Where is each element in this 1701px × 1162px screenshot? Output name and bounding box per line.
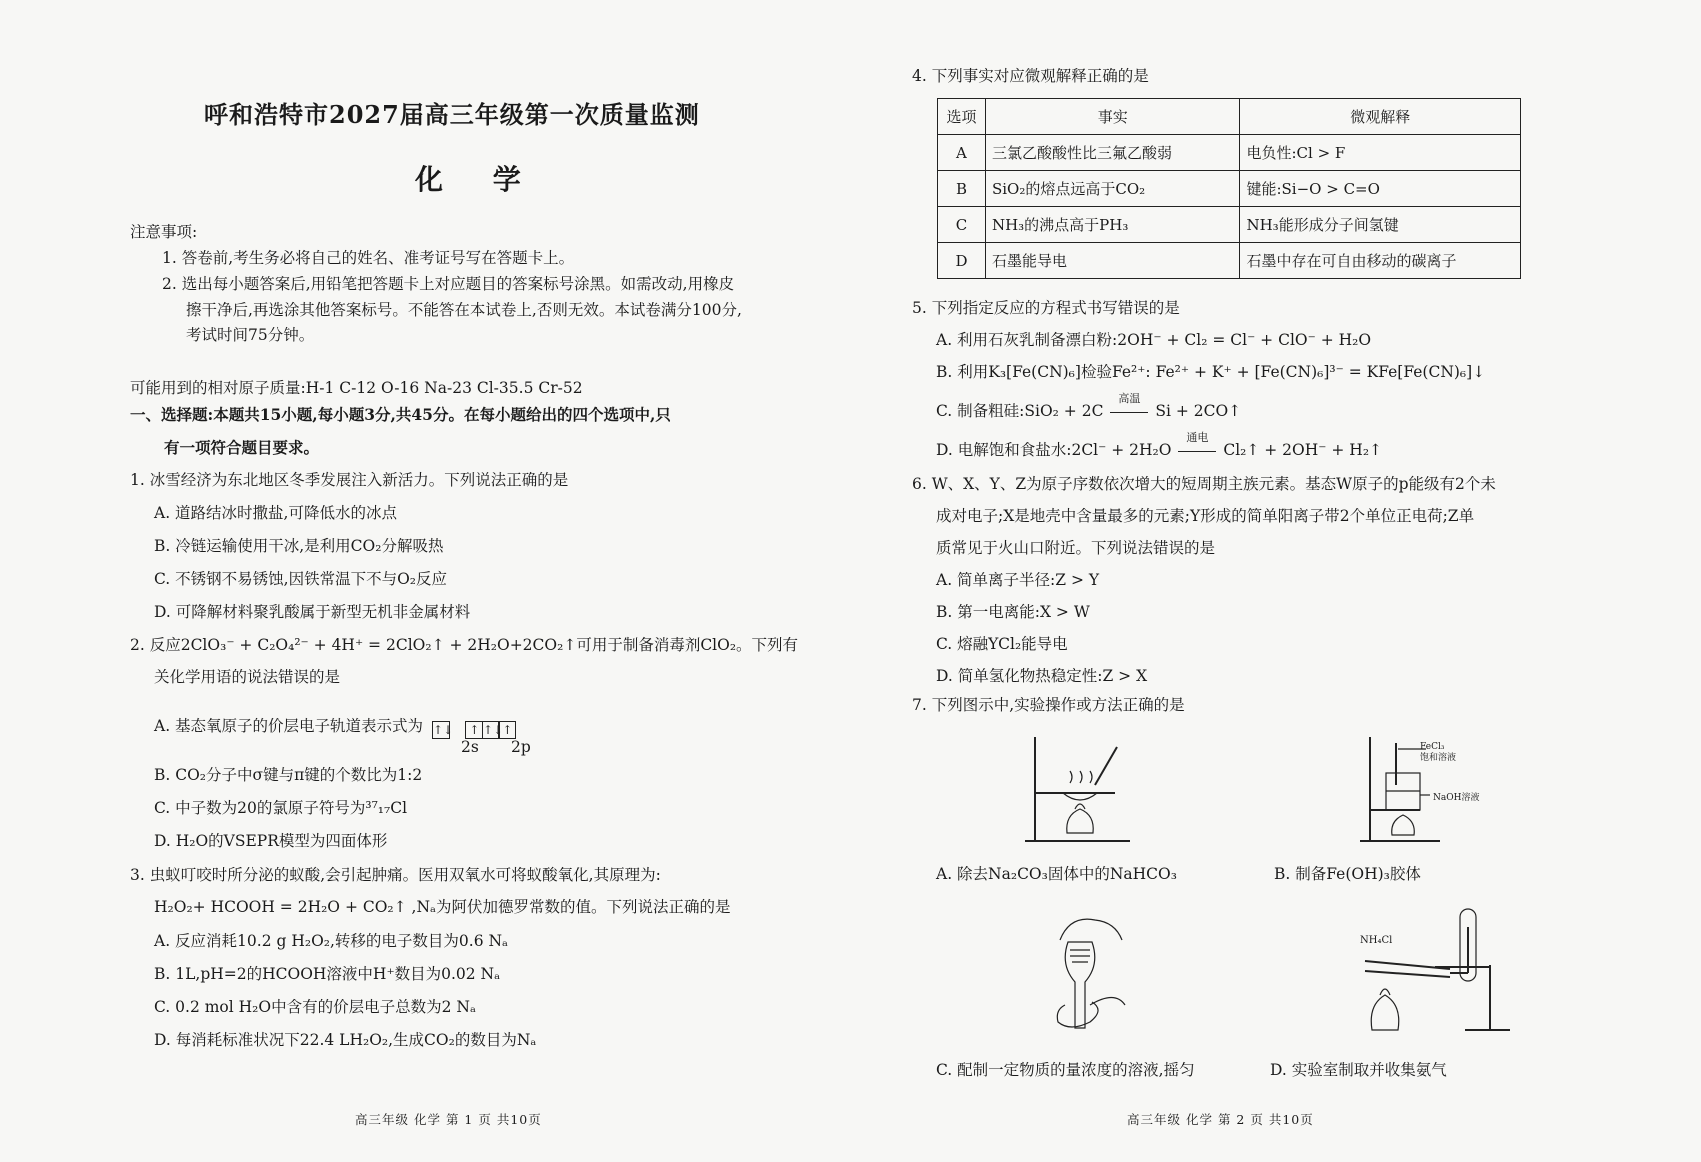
q1-stem: 1. 冰雪经济为东北地区冬季发展注入新活力。下列说法正确的是 [130, 471, 569, 489]
q5-stem: 5. 下列指定反应的方程式书写错误的是 [912, 299, 1180, 317]
q3-option-d: D. 每消耗标准状况下22.4 LH₂O₂,生成CO₂的数目为Nₐ [154, 1031, 537, 1049]
condition-high-temp: 高温 [1118, 392, 1141, 405]
q5-option-d-right: Cl₂↑ + 2OH⁻ + H₂↑ [1223, 441, 1383, 459]
atomic-masses: 可能用到的相对原子质量:H-1 C-12 O-16 Na-23 Cl-35.5 Cr-52 [130, 379, 583, 397]
table-cell: 电负性:Cl > F [1240, 135, 1521, 171]
q4-stem: 4. 下列事实对应微观解释正确的是 [912, 67, 1149, 85]
table-cell: SiO₂的熔点远高于CO₂ [985, 171, 1240, 207]
q1-option-b: B. 冷链运输使用干冰,是利用CO₂分解吸热 [154, 537, 444, 555]
q7-option-c: C. 配制一定物质的量浓度的溶液,摇匀 [936, 1061, 1195, 1079]
q2-option-a-text: A. 基态氧原子的价层电子轨道表示式为 [154, 717, 424, 735]
table-row [938, 207, 1521, 243]
section-heading: 一、选择题:本题共15小题,每小题3分,共45分。在每小题给出的四个选项中,只 [130, 405, 671, 424]
notice-item-2-cont2: 考试时间75分钟。 [186, 326, 315, 344]
orbital-2p-box [465, 719, 515, 739]
q2-option-b: B. CO₂分子中σ键与π键的个数比为1:2 [154, 766, 423, 784]
page-footer-1: 高三年级 化学 第 1 页 共10页 [355, 1112, 542, 1127]
label-fecl3-line1: FeCl₃ [1420, 742, 1445, 752]
q3-option-a: A. 反应消耗10.2 g H₂O₂,转移的电子数目为0.6 Nₐ [154, 932, 509, 950]
table-row [938, 171, 1521, 207]
q2-stem: 2. 反应2ClO₃⁻ + C₂O₄²⁻ + 4H⁺ = 2ClO₂↑ + 2H₂O+2CO₂↑可用于制备消毒剂ClO₂。下列有 [130, 636, 799, 654]
apparatus-c-flask-diagram [1030, 910, 1140, 1040]
orbital-2s: ↑↓ [433, 723, 454, 737]
label-fecl3-line2: 饱和溶液 [1420, 753, 1457, 763]
orbital-2p-y: ↑↓ [482, 723, 504, 737]
q3-stem-cont: H₂O₂+ HCOOH = 2H₂O + CO₂↑ ,Nₐ为阿伏加德罗常数的值。下列说法正确的是 [154, 898, 731, 916]
table-cell: 石墨中存在可自由移动的碳离子 [1240, 243, 1521, 279]
page-footer-2: 高三年级 化学 第 2 页 共10页 [1127, 1112, 1314, 1127]
reaction-arrow-high-temp [1108, 392, 1150, 421]
q7-option-b: B. 制备Fe(OH)₃胶体 [1274, 865, 1421, 883]
exam-page-2 [850, 0, 1701, 1162]
q3-option-c: C. 0.2 mol H₂O中含有的价层电子总数为2 Nₐ [154, 998, 476, 1016]
subject-title: 化 学 [415, 163, 541, 196]
orbital-2s-box [432, 719, 454, 739]
orbital-label-2p: 2p [511, 738, 531, 756]
table-header: 事实 [985, 99, 1240, 135]
q3-stem: 3. 虫蚁叮咬时所分泌的蚁酸,会引起肿痛。医用双氧水可将蚁酸氧化,其原理为: [130, 866, 661, 884]
table-cell: 键能:Si−O > C=O [1240, 171, 1521, 207]
q2-stem-cont: 关化学用语的说法错误的是 [154, 668, 341, 686]
table-cell: 三氯乙酸酸性比三氟乙酸弱 [985, 135, 1240, 171]
q5-option-b: B. 利用K₃[Fe(CN)₆]检验Fe²⁺: Fe²⁺ + K⁺ + [Fe(CN)₆]³⁻ = KFe[Fe(CN)₆]↓ [936, 363, 1486, 381]
orbital-label-2s: 2s [461, 738, 479, 756]
exam-page-1 [0, 0, 850, 1162]
q6-option-c: C. 熔融YCl₂能导电 [936, 635, 1068, 653]
q5-option-c [936, 392, 1242, 421]
q2-option-a [154, 716, 515, 736]
table-cell: C [938, 207, 986, 243]
orbital-2p-z: ↑ [498, 721, 516, 739]
label-nh4cl: NH₄Cl [1360, 935, 1393, 946]
table-header: 选项 [938, 99, 986, 135]
table-header-row [938, 99, 1521, 135]
q1-option-c: C. 不锈钢不易锈蚀,因铁常温下不与O₂反应 [154, 570, 448, 588]
equals-line [1178, 451, 1216, 452]
notice-item-2: 2. 选出每小题答案后,用铅笔把答题卡上对应题目的答案标号涂黑。如需改动,用橡皮 [162, 275, 735, 293]
q7-option-d: D. 实验室制取并收集氨气 [1270, 1061, 1447, 1079]
q6-stem-cont: 成对电子;X是地壳中含量最多的元素;Y形成的简单阳离子带2个单位正电荷;Z单 [936, 507, 1475, 525]
q1-option-a: A. 道路结冰时撒盐,可降低水的冰点 [154, 504, 397, 522]
apparatus-d-ammonia-diagram [1350, 905, 1520, 1040]
table-row [938, 135, 1521, 171]
exam-title: 呼和浩特市2027届高三年级第一次质量监测 [204, 100, 700, 129]
q5-option-d [936, 431, 1383, 460]
q5-option-c-left: C. 制备粗硅:SiO₂ + 2C [936, 402, 1104, 420]
table-header: 微观解释 [1240, 99, 1521, 135]
q5-option-d-left: D. 电解饱和食盐水:2Cl⁻ + 2H₂O [936, 441, 1172, 459]
condition-electrolysis: 通电 [1186, 431, 1209, 444]
q5-option-c-right: Si + 2CO↑ [1155, 402, 1242, 420]
notice-heading: 注意事项: [130, 223, 198, 241]
table-cell: B [938, 171, 986, 207]
q6-option-b: B. 第一电离能:X > W [936, 603, 1090, 621]
q6-option-d: D. 简单氢化物热稳定性:Z > X [936, 667, 1148, 685]
table-cell: NH₃能形成分子间氢键 [1240, 207, 1521, 243]
q6-option-a: A. 简单离子半径:Z > Y [936, 571, 1100, 589]
equals-line [1110, 412, 1148, 413]
table-cell: D [938, 243, 986, 279]
q5-option-a: A. 利用石灰乳制备漂白粉:2OH⁻ + Cl₂ = Cl⁻ + ClO⁻ + H₂O [936, 331, 1372, 349]
q2-option-d: D. H₂O的VSEPR模型为四面体形 [154, 832, 388, 850]
q4-table [937, 98, 1521, 279]
table-cell: A [938, 135, 986, 171]
table-row [938, 243, 1521, 279]
q3-option-b: B. 1L,pH=2的HCOOH溶液中H⁺数目为0.02 Nₐ [154, 965, 501, 983]
q2-option-c: C. 中子数为20的氯原子符号为³⁷₁₇Cl [154, 799, 408, 817]
notice-item-1: 1. 答卷前,考生务必将自己的姓名、准考证号写在答题卡上。 [162, 249, 575, 267]
q1-option-d: D. 可降解材料聚乳酸属于新型无机非金属材料 [154, 603, 471, 621]
q7-stem: 7. 下列图示中,实验操作或方法正确的是 [912, 696, 1185, 714]
section-heading-cont: 有一项符合题目要求。 [164, 438, 320, 457]
apparatus-a-heating-diagram [1025, 735, 1145, 850]
label-naoh: NaOH溶液 [1433, 793, 1480, 803]
notice-item-2-cont: 擦干净后,再选涂其他答案标号。不能答在本试卷上,否则无效。本试卷满分100分, [186, 301, 742, 319]
q7-option-a: A. 除去Na₂CO₃固体中的NaHCO₃ [936, 865, 1177, 883]
table-cell: NH₃的沸点高于PH₃ [985, 207, 1240, 243]
orbital-2p-x: ↑ [465, 721, 483, 739]
label-fecl3 [1420, 742, 1456, 764]
q6-stem: 6. W、X、Y、Z为原子序数依次增大的短周期主族元素。基态W原子的p能级有2个未 [912, 475, 1496, 493]
reaction-arrow-electrolysis [1176, 431, 1218, 460]
table-cell: 石墨能导电 [985, 243, 1240, 279]
q6-stem-cont2: 质常见于火山口附近。下列说法错误的是 [936, 539, 1216, 557]
